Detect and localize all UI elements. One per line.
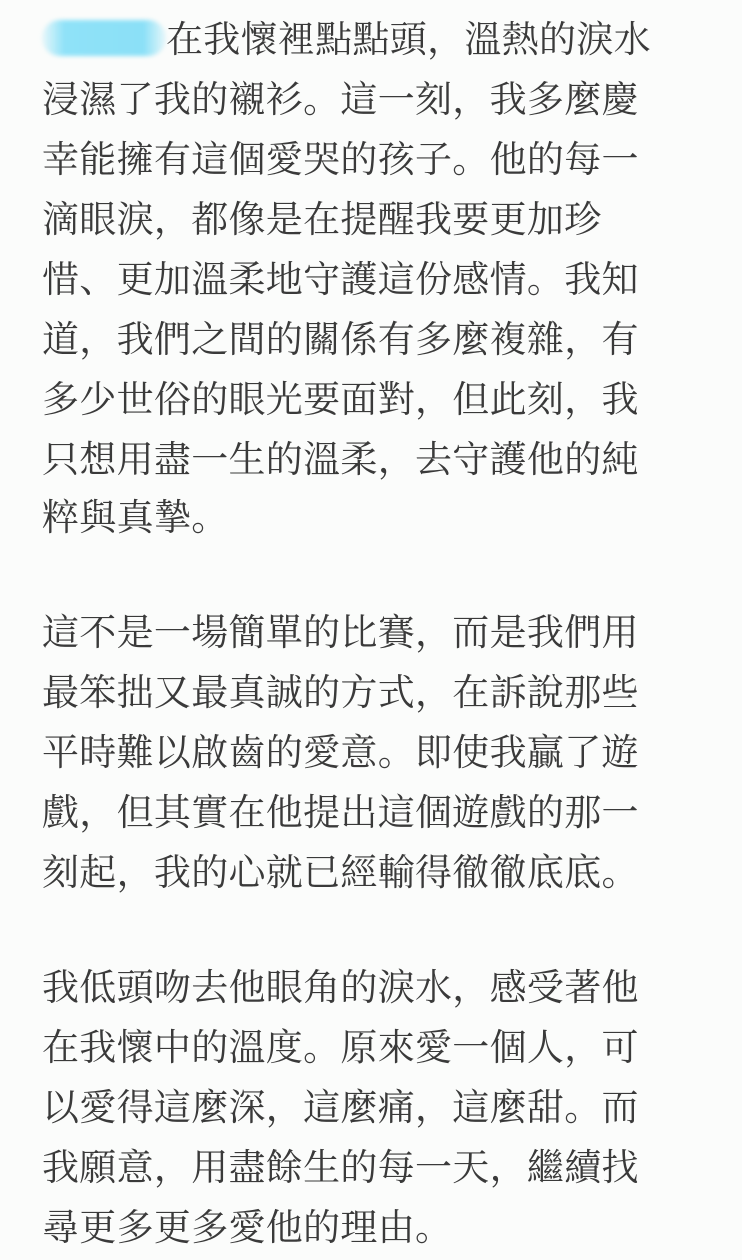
text-line: 惜、更加溫柔地守護這份感情。我知 bbox=[42, 258, 639, 301]
text-line: 最笨拙又最真誠的方式，在訴說那些 bbox=[42, 671, 639, 714]
text-line: 浸濕了我的襯衫。這一刻，我多麼慶 bbox=[42, 78, 639, 121]
text-line: 多少世俗的眼光要面對，但此刻，我 bbox=[42, 378, 639, 421]
text-line: 這不是一場簡單的比賽，而是我們用 bbox=[42, 611, 639, 654]
text-line bbox=[42, 15, 651, 65]
text-line: 平時難以啟齒的愛意。即使我贏了遊 bbox=[42, 731, 639, 774]
text-line: 粹與真摯。 bbox=[42, 496, 229, 539]
text-line: 我願意，用盡餘生的每一天，繼續找 bbox=[42, 1146, 639, 1189]
text-line: 以愛得這麼深，這麼痛，這麼甜。而 bbox=[42, 1086, 639, 1129]
text-line: 我低頭吻去他眼角的淚水，感受著他 bbox=[42, 966, 639, 1009]
text-line: 在我懷中的溫度。原來愛一個人，可 bbox=[42, 1026, 639, 1069]
text-line: 刻起，我的心就已經輸得徹徹底底。 bbox=[42, 851, 639, 894]
text-line-content: 在我懷裡點點頭，溫熱的淚水 bbox=[166, 18, 651, 61]
text-line: 滴眼淚，都像是在提醒我要更加珍 bbox=[42, 198, 602, 241]
text-line: 只想用盡一生的溫柔，去守護他的純 bbox=[42, 438, 639, 481]
text-line: 道，我們之間的關係有多麼複雜，有 bbox=[42, 318, 639, 361]
text-line: 戲，但其實在他提出這個遊戲的那一 bbox=[42, 791, 639, 834]
redacted-name bbox=[42, 20, 166, 56]
text-line: 幸能擁有這個愛哭的孩子。他的每一 bbox=[42, 138, 639, 181]
text-line: 尋更多更多愛他的理由。 bbox=[42, 1206, 453, 1249]
